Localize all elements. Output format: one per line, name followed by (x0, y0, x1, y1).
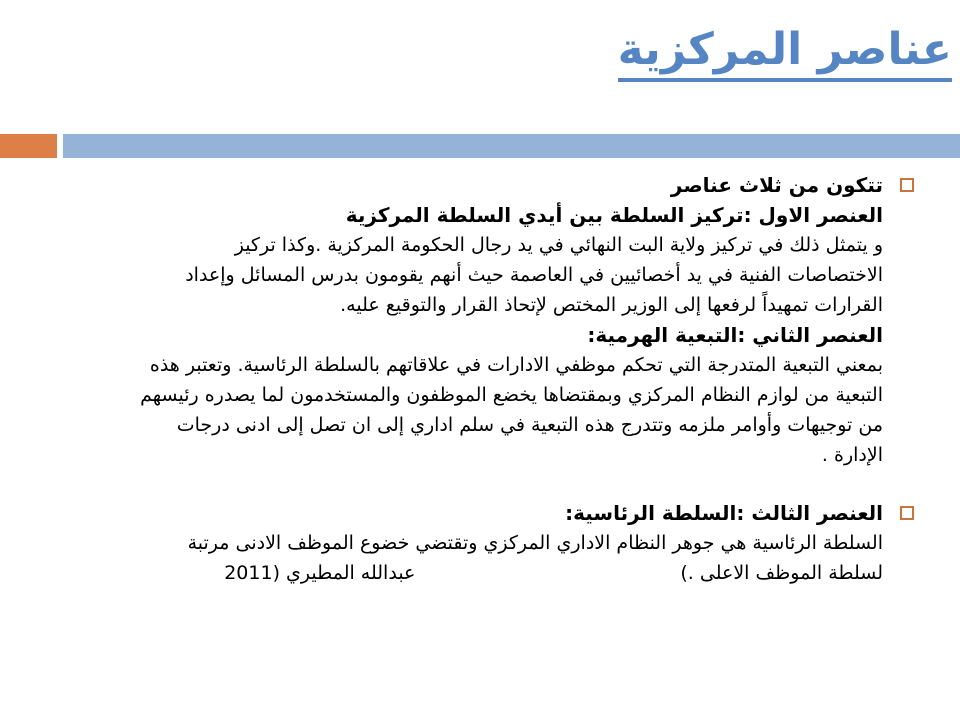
bullet-line-text: العنصر الثالث :السلطة الرئاسية: (565, 501, 883, 525)
text-line: الإدارة . (821, 444, 883, 466)
text-line: القرارات تمهيداً لرفعها إلى الوزير المختص لإتحاذ القرار والتوقيع عليه. (340, 294, 883, 316)
blue-accent-band (63, 134, 960, 158)
paragraph-spacer (12, 470, 914, 498)
orange-accent-block (0, 134, 57, 158)
citation-line-right-text: لسلطة الموظف الاعلى .) (680, 562, 883, 584)
text-line: بمعني التبعية المتدرجة التي تحكم موظفي الادارات في علاقاتهم بالسلطة الرئاسية. وتعتبر هذه (149, 354, 883, 376)
text-line: العنصر الثاني :التبعية الهرمية: (587, 323, 883, 347)
citation-line (12, 558, 914, 588)
citation-author-text: عبدالله المطيري (2011 (224, 562, 416, 584)
slide-title-text: عناصر المركزية (618, 22, 952, 82)
text-line: العنصر الاول :تركيز السلطة بين أيدي السلطة المركزية (345, 203, 883, 227)
slide-body (12, 170, 914, 588)
bullet-line-text: تتكون من ثلاث عناصر (670, 173, 883, 197)
bullet-line (12, 170, 914, 200)
text-line: السلطة الرئاسية هي جوهر النظام الاداري المركزي وتقتضي خضوع الموظف الادنى مرتبة (187, 532, 883, 554)
bullet-line (12, 498, 914, 528)
text-line: الاختصاصات الفنية في يد أخصائيين في العاصمة حيث أنهم يقومون بدرس المسائل وإعداد (185, 264, 883, 286)
bullet-square-icon (900, 506, 914, 520)
text-line: من توجيهات وأوامر ملزمه وتتدرج هذه التبعية في سلم اداري إلى ان تصل إلى ادنى درجات (176, 414, 883, 436)
text-line: التبعية من لوازم النظام المركزي وبمقتضاها يخضع الموظفون والمستخدمون لما يصدره رئيسهم (140, 384, 883, 406)
slide-title (618, 22, 952, 82)
bullet-square-icon (900, 178, 914, 192)
text-line: و يتمثل ذلك في تركيز ولاية البت النهائي في يد رجال الحكومة المركزية .وكذا تركيز (234, 234, 883, 256)
